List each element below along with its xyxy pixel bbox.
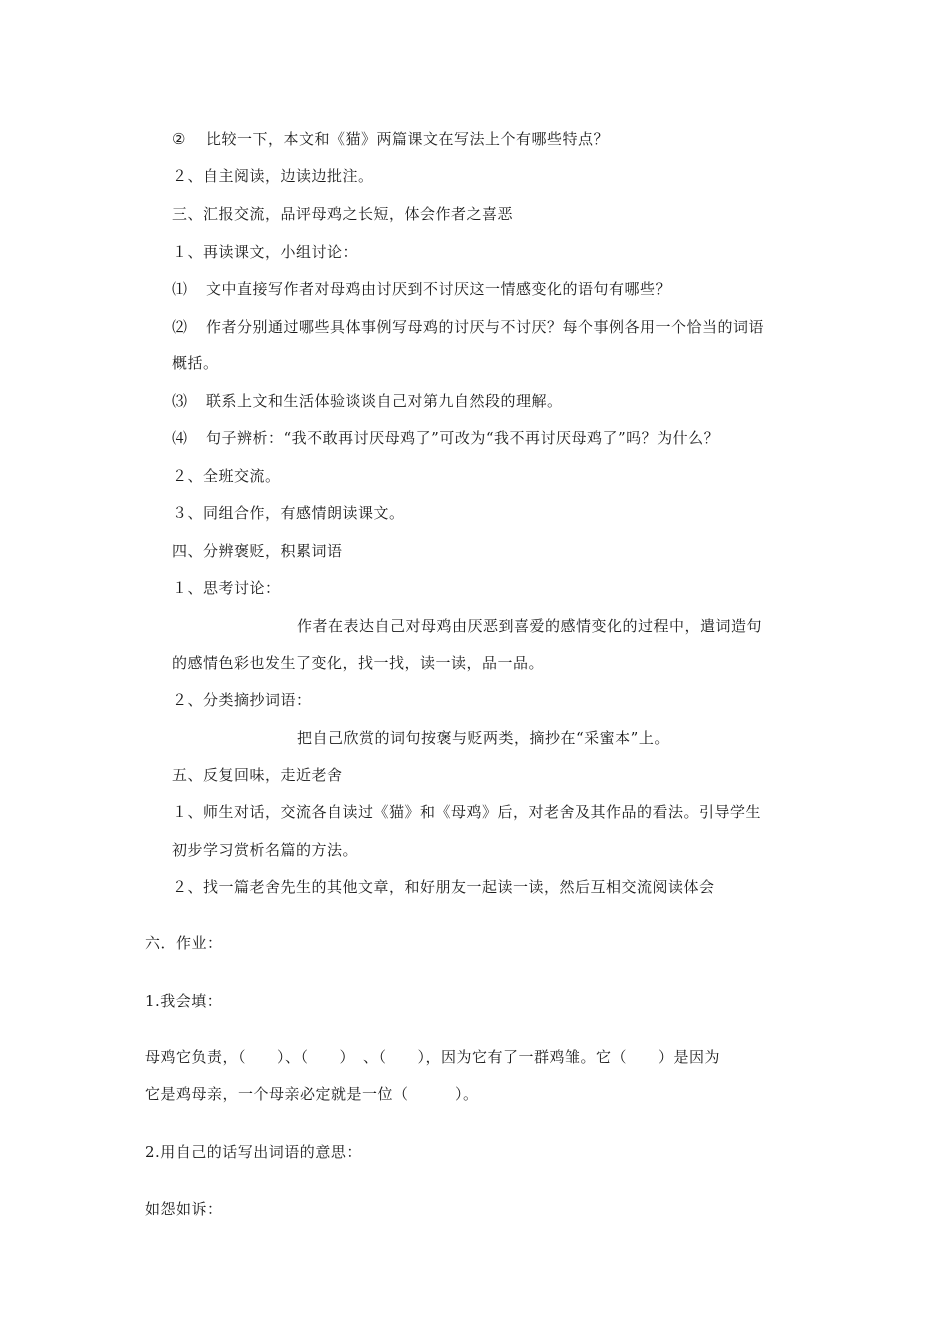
paragraph-line: 作者在表达自己对母鸡由厌恶到喜爱的感情变化的过程中，遣词造句 [297,617,763,635]
discussion-item-2 [172,317,764,337]
step-3-group-reading: ３、同组合作，有感情朗读课文。 [172,504,405,522]
parenthesized-number-3: ⑶ [172,392,188,410]
discussion-text: 句子辨析：“我不敢再讨厌母鸡了”可改为“我不再讨厌母鸡了”吗？为什么？ [206,429,720,447]
circled-number-2: ② [172,130,186,148]
step-1-reread: １、再读课文，小组讨论： [172,243,359,261]
section-heading-6: 六．作业： [145,934,223,952]
paragraph-line: 初步学习赏析名篇的方法。 [172,841,359,859]
parenthesized-number-1: ⑴ [172,280,188,298]
vocabulary-item: 如怨如诉： [145,1200,223,1218]
step-2-copy-words: ２、分类摘抄词语： [172,691,312,709]
homework-1-title: 1.我会填： [145,992,223,1010]
step-1-dialogue: １、师生对话，交流各自读过《猫》和《母鸡》后，对老舍及其作品的看法。引导学生 [172,803,762,821]
discussion-item-1 [172,279,671,299]
fill-in-line: 母鸡它负责，（ ）、（ ） 、（ ），因为它有了一群鸡雏。它（ ）是因为 [145,1048,721,1066]
section-heading-5: 五、反复回味，走近老舍 [172,766,343,784]
step-2-self-reading: ２、自主阅读，边读边批注。 [172,167,374,185]
parenthesized-number-2: ⑵ [172,318,188,336]
step-1-think-discuss: １、思考讨论： [172,579,281,597]
question-2-line [172,129,609,149]
paragraph-line: 把自己欣赏的词句按褒与贬两类，摘抄在“采蜜本”上。 [297,729,670,747]
parenthesized-number-4: ⑷ [172,429,188,447]
discussion-text: 联系上文和生活体验谈谈自己对第九自然段的理解。 [206,392,563,410]
discussion-text: 作者分别通过哪些具体事例写母鸡的讨厌与不讨厌？每个事例各用一个恰当的词语 [206,318,765,336]
step-2-class-exchange: ２、全班交流。 [172,467,281,485]
discussion-item-2-continued: 概括。 [172,354,219,372]
homework-2-title: 2.用自己的话写出词语的意思： [145,1143,362,1161]
discussion-text: 文中直接写作者对母鸡由讨厌到不讨厌这一情感变化的语句有哪些？ [206,280,672,298]
paragraph-line: 的感情色彩也发生了变化，找一找，读一读，品一品。 [172,654,545,672]
section-heading-3: 三、汇报交流，品评母鸡之长短，体会作者之喜恶 [172,205,514,223]
section-heading-4: 四、分辨褒贬，积累词语 [172,542,343,560]
discussion-item-4 [172,428,719,448]
fill-in-line: 它是鸡母亲，一个母亲必定就是一位（ ）。 [145,1085,479,1103]
question-text: 比较一下，本文和《猫》两篇课文在写法上个有哪些特点？ [206,130,610,148]
discussion-item-3 [172,391,563,411]
step-2-find-article: ２、找一篇老舍先生的其他文章，和好朋友一起读一读，然后互相交流阅读体会 [172,878,715,896]
